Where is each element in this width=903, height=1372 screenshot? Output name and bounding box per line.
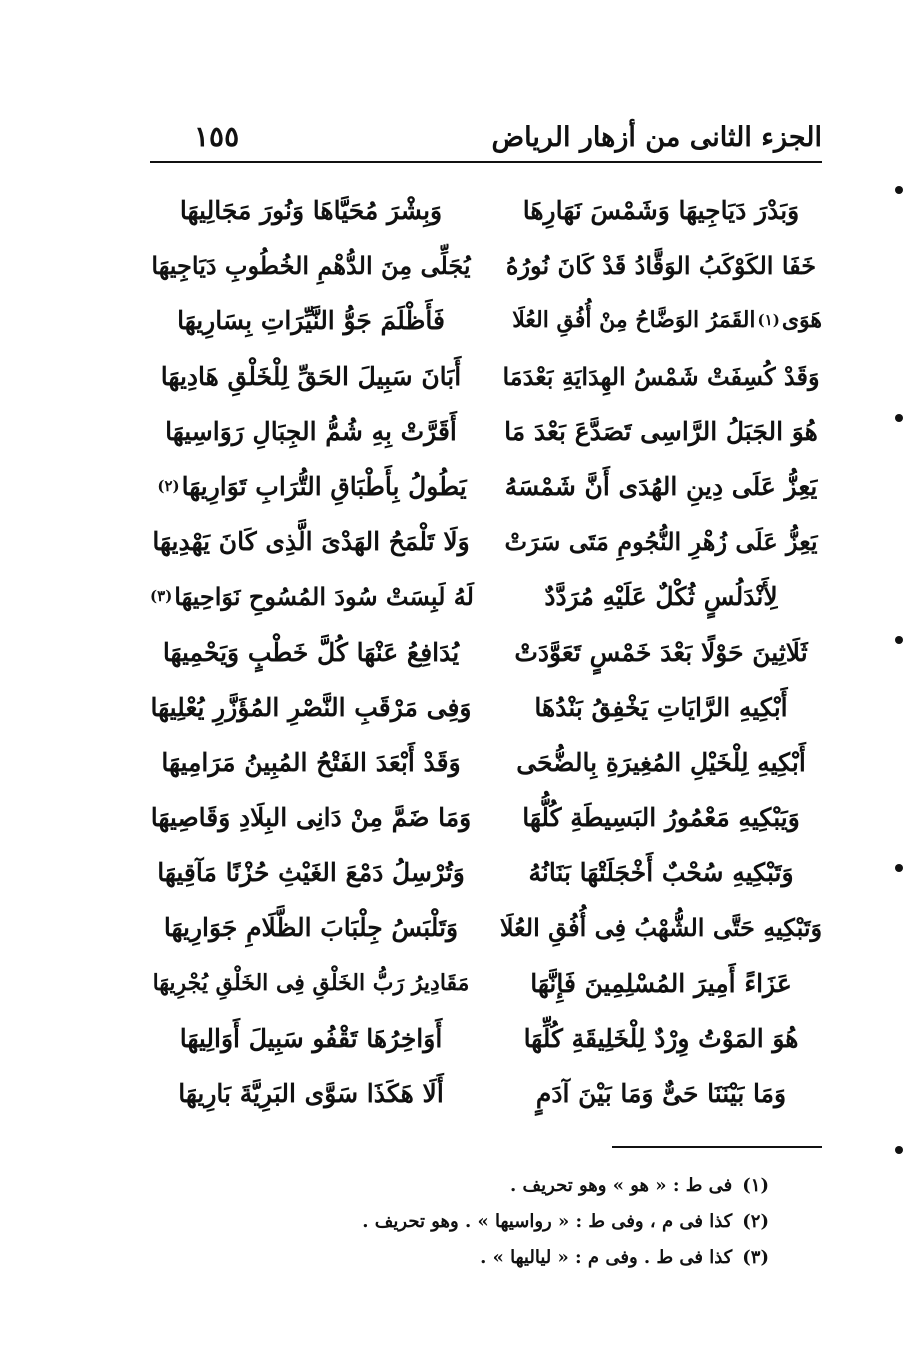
verse-row	[150, 238, 822, 293]
first-hemistich-text: القَمَرُ الوَضَّاحُ مِنْ أُفُقِ العُلَا	[512, 307, 756, 334]
second-hemistich-text: يُدَافِعُ عَنْهَا كُلَّ خَطْبٍ وَيَحْمِيهَا	[162, 637, 460, 667]
first-hemistich-text: وَمَا بَيْنَنَا حَىٌّ وَمَا بَيْنَ آدَمٍ	[535, 1079, 787, 1108]
second-hemistich-text: وَقَدْ أَبْعَدَ الفَتْحُ المُبِينُ مَرَامِيهَا	[161, 747, 461, 777]
footnote	[209, 1168, 769, 1204]
first-hemistich	[500, 1066, 822, 1121]
verse-row	[150, 293, 822, 348]
second-hemistich	[150, 900, 472, 955]
first-hemistich	[500, 1011, 822, 1066]
first-hemistich	[500, 845, 822, 900]
verse-row	[150, 183, 822, 238]
first-hemistich	[500, 293, 822, 348]
second-hemistich	[150, 735, 472, 790]
first-hemistich-text: هُوَ الجَبَلُ الرَّاسِى تَصَدَّعَ بَعْدَ مَا	[504, 416, 818, 446]
second-hemistich-text: يَطُولُ بِأَطْبَاقِ التُّرَابِ تَوَارِيهَا	[181, 471, 467, 501]
second-hemistich-text: يُجَلِّى مِنَ الدُّهْمِ الخُطُوبِ دَيَاجِيهَا	[151, 251, 471, 281]
second-hemistich-text: وَمَا ضَمَّ مِنْ دَانِى البِلَادِ وَقَاصِيهَا	[150, 803, 472, 833]
second-hemistich	[150, 238, 472, 293]
poem-verses	[150, 183, 822, 1121]
footnote	[209, 1204, 769, 1240]
verse-row	[150, 900, 822, 955]
footnote-marker: (٢)	[157, 476, 180, 495]
second-hemistich-text: أَلَا هَكَذَا سَوَّى البَرِيَّةَ بَارِيهَا	[178, 1079, 444, 1108]
second-hemistich-text: وَبِشْرَ مُحَيَّاهَا وَنُورَ مَجَالِيهَا	[179, 196, 443, 225]
second-hemistich	[150, 293, 472, 348]
verse-row	[150, 956, 822, 1011]
first-hemistich-text: يَعِزُّ عَلَى دِينِ الهُدَى أَنَّ شَمْسَهُ	[504, 471, 818, 501]
second-hemistich-text: وَلَا تَلْمَحُ الهَدْىَ الَّذِى كَانَ يَهْدِيهَا	[152, 527, 470, 557]
first-hemistich-text: أَبْكِيهِ لِلْخَيْلِ المُغِيرَةِ بِالضُّحَى	[516, 747, 806, 777]
second-hemistich-text: وَتَلْبَسُ جِلْبَابَ الظَّلَامِ جَوَارِيهَا	[163, 913, 459, 943]
second-hemistich-text: لَهُ لَبِسَتْ سُودَ المُسُوحِ نَوَاحِيهَا	[174, 582, 474, 612]
second-hemistich	[150, 459, 472, 514]
footnote-number: (٢)	[742, 1211, 769, 1232]
footnote-number: (١)	[742, 1175, 769, 1196]
first-hemistich	[500, 514, 822, 569]
second-hemistich	[150, 790, 472, 845]
first-hemistich-text: هُوَ المَوْتُ وِرْدٌ لِلْخَلِيقَةِ كُلِّهَا	[523, 1023, 799, 1053]
footnote-marker: (٣)	[150, 587, 173, 606]
first-hemistich	[500, 238, 822, 293]
verse-row	[150, 459, 822, 514]
footnote-number: (٣)	[742, 1247, 769, 1268]
running-header	[150, 118, 822, 162]
running-title: الجزء الثانى من أزهار الرياض	[491, 122, 822, 153]
first-hemistich-text: يَعِزُّ عَلَى زُهْرِ النُّجُومِ مَتَى سَرَتْ	[504, 527, 818, 557]
verse-row	[150, 1066, 822, 1121]
first-hemistich-text: وَتَبْكِيهِ سُحْبٌ أَخْجَلَتْهَا بَنَانُهُ	[528, 858, 794, 888]
first-hemistich-text: عَزَاءً أَمِيرَ المُسْلِمِينَ فَإِنَّهَا	[530, 968, 792, 998]
margin-dot	[895, 1146, 903, 1154]
first-hemistich	[500, 900, 822, 955]
margin-dot	[895, 414, 903, 422]
first-hemistich	[500, 956, 822, 1011]
verse-row	[150, 845, 822, 900]
second-hemistich	[150, 349, 472, 404]
first-hemistich-text: لِأَنْدَلُسٍ ثُكْلٌ عَلَيْهِ مُرَدَّدٌ	[544, 582, 778, 612]
first-hemistich-text: وَقَدْ كُسِفَتْ شَمْسُ الهِدَايَةِ بَعْدَمَا	[502, 361, 820, 391]
first-hemistich	[500, 735, 822, 790]
first-hemistich	[500, 625, 822, 680]
second-hemistich-text: أَقَرَّتْ بِهِ شُمُّ الجِبَالِ رَوَاسِيهَا	[165, 416, 457, 446]
second-hemistich	[150, 514, 472, 569]
first-hemistich	[500, 569, 822, 624]
first-hemistich	[500, 349, 822, 404]
verse-row	[150, 569, 822, 624]
verse-row	[150, 1011, 822, 1066]
second-hemistich-text: أَبَانَ سَبِيلَ الحَقِّ لِلْخَلْقِ هَادِيهَا	[160, 361, 462, 391]
second-hemistich	[150, 569, 472, 624]
footnotes	[209, 1168, 769, 1276]
first-hemistich-text: وَتَبْكِيهِ حَتَّى الشُّهْبُ فِى أُفُقِ العُلَا	[499, 913, 823, 943]
second-hemistich-text: فَأَظْلَمَ جَوُّ النَّيِّرَاتِ بِسَارِيهَا	[177, 306, 445, 336]
footnote-text: فى ط : « هو » وهو تحريف .	[509, 1175, 733, 1196]
verse-row	[150, 680, 822, 735]
second-hemistich-text: وَفِى مَرْقَبِ النَّصْرِ المُؤَزَّرِ يُعْلِيهَا	[150, 692, 472, 722]
second-hemistich	[150, 1011, 472, 1066]
first-hemistich-text: خَفَا الكَوْكَبُ الوَقَّادُ قَدْ كَانَ نُورُهُ	[505, 251, 817, 281]
verse-row	[150, 625, 822, 680]
verse-row	[150, 735, 822, 790]
page-number: ١٥٥	[194, 120, 240, 153]
first-hemistich-text: هَوَى	[781, 307, 822, 334]
second-hemistich	[150, 845, 472, 900]
first-hemistich-text: أَبْكِيهِ الرَّايَاتِ يَخْفِقُ بَنْدُهَا	[534, 692, 788, 722]
first-hemistich	[500, 404, 822, 459]
first-hemistich	[500, 183, 822, 238]
second-hemistich	[150, 680, 472, 735]
margin-dot	[895, 864, 903, 872]
first-hemistich	[500, 459, 822, 514]
verse-row	[150, 349, 822, 404]
first-hemistich	[500, 790, 822, 845]
first-hemistich-text: ثَلَاثِينَ حَوْلًا بَعْدَ خَمْسٍ تَعَوَّدَتْ	[514, 637, 808, 667]
footnote-text: كذا فى ط . وفى م : « لياليها » .	[480, 1247, 733, 1268]
header-rule	[150, 161, 822, 163]
second-hemistich	[150, 1066, 472, 1121]
second-hemistich-text: وَتُرْسِلُ دَمْعَ الغَيْثِ حُزْنًا مَآقِيهَا	[157, 858, 465, 888]
margin-dot	[895, 186, 903, 194]
verse-row	[150, 790, 822, 845]
footnote-text: كذا فى م ، وفى ط : « رواسيها » . وهو تحريف .	[362, 1211, 733, 1232]
second-hemistich	[150, 183, 472, 238]
footnote-marker: (١)	[757, 311, 780, 330]
verse-row	[150, 514, 822, 569]
second-hemistich	[150, 956, 472, 1011]
second-hemistich	[150, 404, 472, 459]
first-hemistich-text: وَبَدْرَ دَيَاجِيهَا وَشَمْسَ نَهَارِهَا	[522, 196, 800, 225]
footnote	[209, 1240, 769, 1276]
first-hemistich-text: وَيَبْكِيهِ مَعْمُورُ البَسِيطَةِ كُلُّهَا	[522, 803, 800, 833]
second-hemistich	[150, 625, 472, 680]
footnote-rule	[612, 1146, 822, 1148]
first-hemistich	[500, 680, 822, 735]
second-hemistich-text: مَقَادِيرُ رَبُّ الخَلْقِ فِى الخَلْقِ يُجْرِيهَا	[152, 969, 470, 996]
verse-row	[150, 404, 822, 459]
second-hemistich-text: أَوَاخِرُهَا تَقْفُو سَبِيلَ أَوَالِيهَا	[179, 1023, 443, 1053]
margin-dot	[895, 636, 903, 644]
